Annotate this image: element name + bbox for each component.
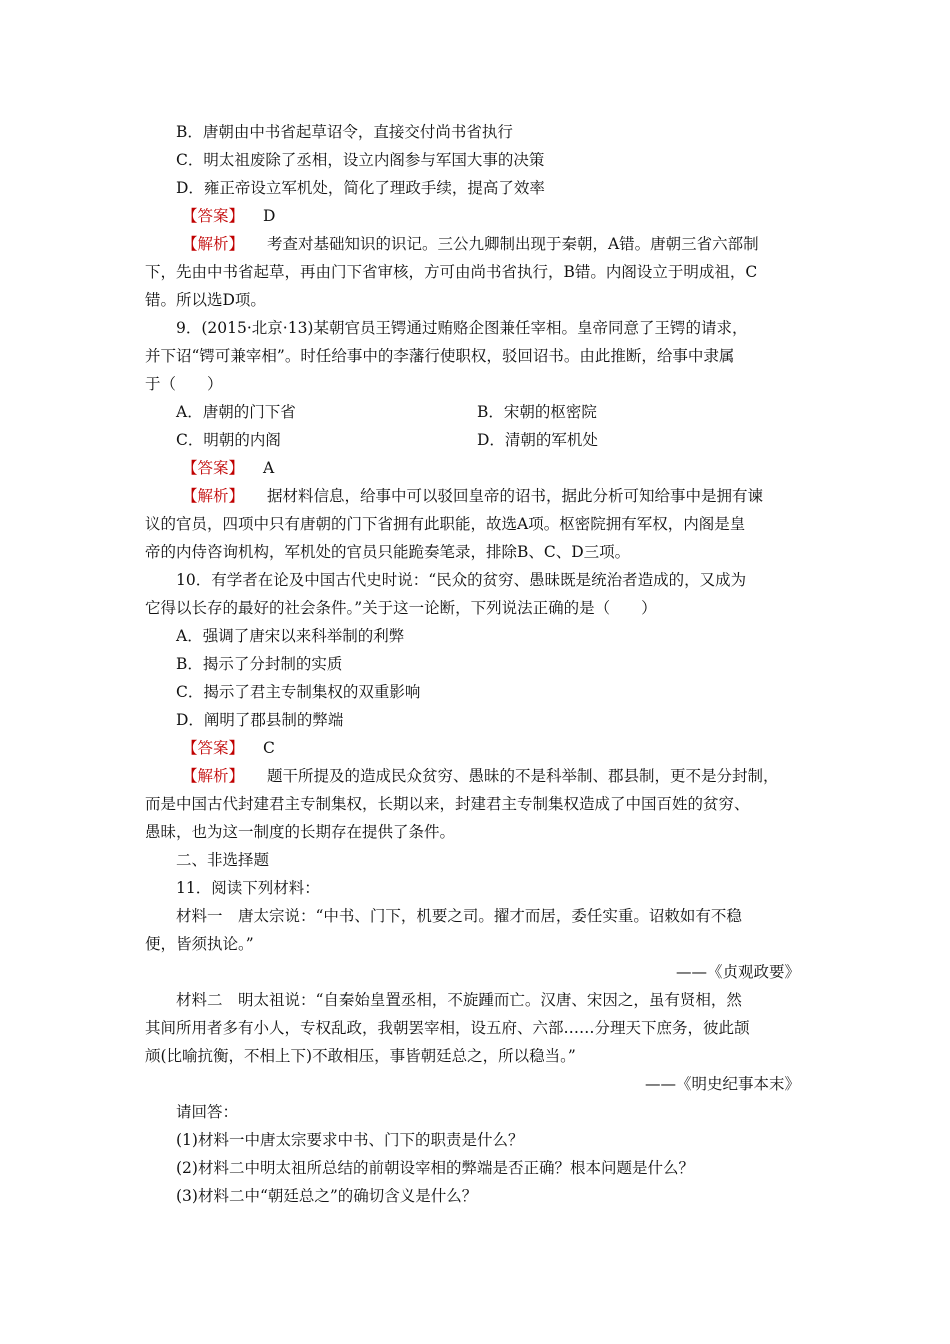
q8-answer	[182, 206, 847, 226]
material-1-line-2: 便，皆须执论。”	[145, 935, 254, 953]
material-2-source: ——《明史纪事本末》	[644, 1075, 800, 1093]
q9-analysis-line-2: 议的官员，四项中只有唐朝的门下省拥有此职能，故选A项。枢密院拥有军权，内阁是皇	[145, 515, 746, 533]
q9-stem-line-1: 9．(2015·北京·13)某朝官员王锷通过贿赂企图兼任宰相。皇帝同意了王锷的请求，	[176, 319, 748, 337]
section-heading: 二、非选择题	[176, 851, 270, 869]
material-2-line-1: 材料二 明太祖说：“自秦始皇置丞相，不旋踵而亡。汉唐、宋因之，虽有贤相，然	[176, 991, 742, 1009]
answer-tag: 【答案】	[182, 207, 245, 225]
q9-stem-line-2: 并下诏“锷可兼宰相”。时任给事中的李藩行使职权，驳回诏书。由此推断，给事中隶属	[145, 347, 735, 365]
material-1-source: ——《贞观政要》	[675, 963, 800, 981]
q10-option-a: A．强调了唐宋以来科举制的利弊	[176, 627, 405, 645]
analysis-tag: 【解析】	[182, 235, 245, 253]
q11-intro: 11．阅读下列材料：	[176, 879, 320, 897]
answer-value: A	[262, 459, 275, 477]
analysis-text: 考查对基础知识的识记。三公九卿制出现于秦朝，A错。唐朝三省六部制	[266, 235, 759, 253]
sub-question-2: (2)材料二中明太祖所总结的前朝设宰相的弊端是否正确？根本问题是什么？	[176, 1159, 694, 1177]
q10-analysis-line-3: 愚昧，也为这一制度的长期存在提供了条件。	[145, 823, 456, 841]
analysis-tag: 【解析】	[182, 767, 245, 785]
analysis-text: 据材料信息，给事中可以驳回皇帝的诏书，据此分析可知给事中是拥有谏	[266, 487, 763, 505]
analysis-text: 题干所提及的造成民众贫穷、愚昧的不是科举制、郡县制，更不是分封制，	[266, 767, 779, 785]
q9-answer	[182, 458, 847, 478]
q8-option-b: B．唐朝由中书省起草诏令，直接交付尚书省执行	[176, 123, 513, 141]
q10-analysis-line-2: 而是中国古代封建君主专制集权，长期以来，封建君主专制集权造成了中国百姓的贫穷、	[145, 795, 750, 813]
material-2-line-3: 颃(比喻抗衡，不相上下)不敢相压，事皆朝廷总之，所以稳当。”	[145, 1047, 576, 1065]
analysis-tag: 【解析】	[182, 487, 245, 505]
sub-question-3: (3)材料二中“朝廷总之”的确切含义是什么？	[176, 1187, 478, 1205]
q10-option-c: C．揭示了君主专制集权的双重影响	[176, 683, 421, 701]
q8-analysis-line-1	[182, 234, 847, 254]
q9-option-c: C．明朝的内阁	[176, 431, 281, 449]
q8-option-c: C．明太祖废除了丞相，设立内阁参与军国大事的决策	[176, 151, 545, 169]
q10-answer	[182, 738, 847, 758]
q10-analysis-line-1	[182, 766, 847, 786]
q8-analysis-line-2: 下，先由中书省起草，再由门下省审核，方可由尚书省执行，B错。内阁设立于明成祖，C	[145, 263, 758, 281]
q9-stem-line-3: 于（ ）	[145, 375, 223, 393]
answer-value: C	[262, 739, 275, 757]
q10-option-b: B．揭示了分封制的实质	[176, 655, 343, 673]
q9-options-row-2	[176, 430, 841, 450]
q9-option-d: D．清朝的军机处	[477, 431, 598, 449]
q9-analysis-line-1	[182, 486, 847, 506]
answer-prompt: 请回答：	[176, 1103, 239, 1121]
answer-tag: 【答案】	[182, 739, 245, 757]
answer-tag: 【答案】	[182, 459, 245, 477]
q8-option-d: D．雍正帝设立军机处，简化了理政手续，提高了效率	[176, 179, 545, 197]
answer-value: D	[262, 207, 276, 225]
q9-options-row-1	[176, 402, 841, 422]
q10-stem-line-2: 它得以长存的最好的社会条件。”关于这一论断，下列说法正确的是（ ）	[145, 599, 657, 617]
sub-question-1: (1)材料一中唐太宗要求中书、门下的职责是什么？	[176, 1131, 524, 1149]
q9-option-b: B．宋朝的枢密院	[477, 403, 597, 421]
material-2-line-2: 其间所用者多有小人，专权乱政，我朝罢宰相，设五府、六部……分理天下庶务，彼此颉	[145, 1019, 750, 1037]
q10-option-d: D．阐明了郡县制的弊端	[176, 711, 344, 729]
q10-stem-line-1: 10．有学者在论及中国古代史时说：“民众的贫穷、愚昧既是统治者造成的，又成为	[176, 571, 747, 589]
q9-option-a: A．唐朝的门下省	[176, 403, 296, 421]
material-1-line-1: 材料一 唐太宗说：“中书、门下，机要之司。擢才而居，委任实重。诏敕如有不稳	[176, 907, 742, 925]
q8-analysis-line-3: 错。所以选D项。	[145, 291, 266, 309]
q9-analysis-line-3: 帝的内侍咨询机构，军机处的官员只能跪奏笔录，排除B、C、D三项。	[145, 543, 631, 561]
